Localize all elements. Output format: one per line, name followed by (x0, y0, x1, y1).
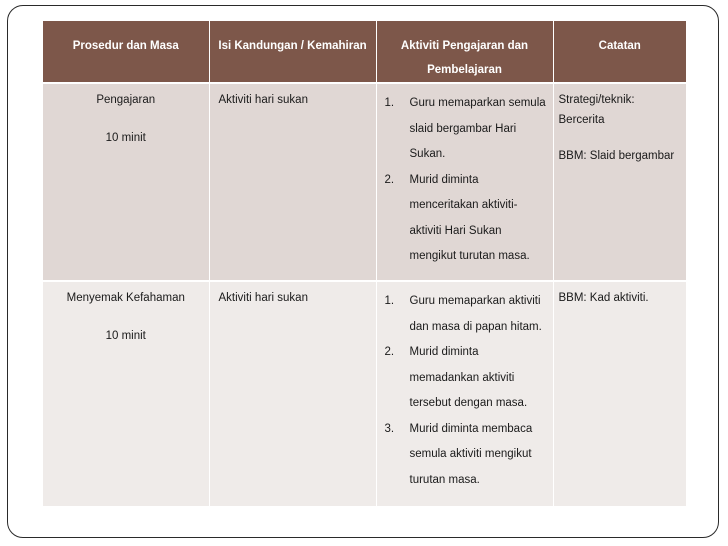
activity-line: tersebut dengan masa. (409, 397, 528, 409)
note-text: BBM: Kad aktiviti. (558, 292, 649, 304)
activity-number: 1. (384, 97, 395, 109)
activity-text (410, 340, 548, 417)
procedure-cell (43, 83, 209, 281)
procedure-cell (43, 281, 209, 507)
activity-text (410, 289, 548, 340)
activity-line: dan masa di papan hitam. (409, 320, 542, 333)
activity-item (385, 289, 548, 340)
activity-line: aktiviti Hari Sukan (409, 224, 502, 237)
activity-line: menceritakan aktiviti- (409, 199, 518, 211)
activities-cell (376, 83, 553, 281)
activity-line: Murid diminta (409, 173, 479, 186)
activity-item (385, 168, 548, 270)
activities-list (378, 85, 552, 270)
header-content-text: Isi Kandungan / Kemahiran (218, 40, 367, 52)
activity-number: 2. (384, 346, 395, 358)
header-content (209, 21, 376, 83)
activity-line: Guru memaparkan semula (409, 97, 546, 109)
header-notes (553, 21, 686, 83)
content-cell (209, 83, 376, 281)
lesson-plan-table (43, 21, 686, 508)
table-row (43, 281, 686, 507)
content-text: Aktiviti hari sukan (218, 292, 308, 304)
activity-text (410, 168, 548, 270)
header-activities-text-line-1: Aktiviti Pengajaran dan (400, 40, 529, 52)
activity-number: 1. (384, 295, 395, 307)
notes-cell (553, 83, 686, 281)
activity-text (410, 91, 548, 168)
procedure-name: Pengajaran (96, 94, 156, 106)
activity-line: Murid diminta (409, 346, 479, 358)
activity-line: Guru memaparkan aktiviti (409, 295, 541, 307)
procedure-duration: 10 minit (105, 132, 146, 144)
content-cell (209, 281, 376, 507)
notes-cell (553, 281, 686, 507)
header-activities (376, 21, 553, 83)
content-text: Aktiviti hari sukan (218, 94, 308, 106)
activity-line: semula aktiviti mengikut (409, 448, 532, 460)
activity-line: turutan masa. (409, 473, 480, 486)
header-activities-text-line-2: Pembelajaran (427, 64, 502, 76)
activity-text (410, 417, 548, 494)
activity-line: Murid diminta membaca (409, 422, 533, 435)
activity-item (385, 91, 548, 168)
header-procedure-text: Prosedur dan Masa (72, 40, 179, 52)
activity-line: slaid bergambar Hari (409, 122, 517, 135)
activity-item (385, 340, 548, 417)
header-notes-text: Catatan (598, 40, 641, 52)
procedure-name: Menyemak Kefahaman (66, 292, 185, 304)
table-row (43, 83, 686, 281)
activity-number: 2. (384, 173, 395, 186)
activity-item (385, 417, 548, 494)
activity-line: memadankan aktiviti (409, 371, 515, 384)
activity-line: mengikut turutan masa. (409, 250, 530, 262)
note-text: BBM: Slaid bergambar (558, 150, 675, 162)
activities-cell (376, 281, 553, 507)
activity-number: 3. (384, 422, 395, 435)
procedure-duration: 10 minit (105, 330, 146, 342)
header-procedure (43, 21, 209, 83)
note-text: Strategi/teknik: Bercerita (558, 94, 635, 126)
header-row (43, 21, 686, 83)
activity-line: Sukan. (409, 148, 446, 160)
activities-list (378, 283, 552, 493)
